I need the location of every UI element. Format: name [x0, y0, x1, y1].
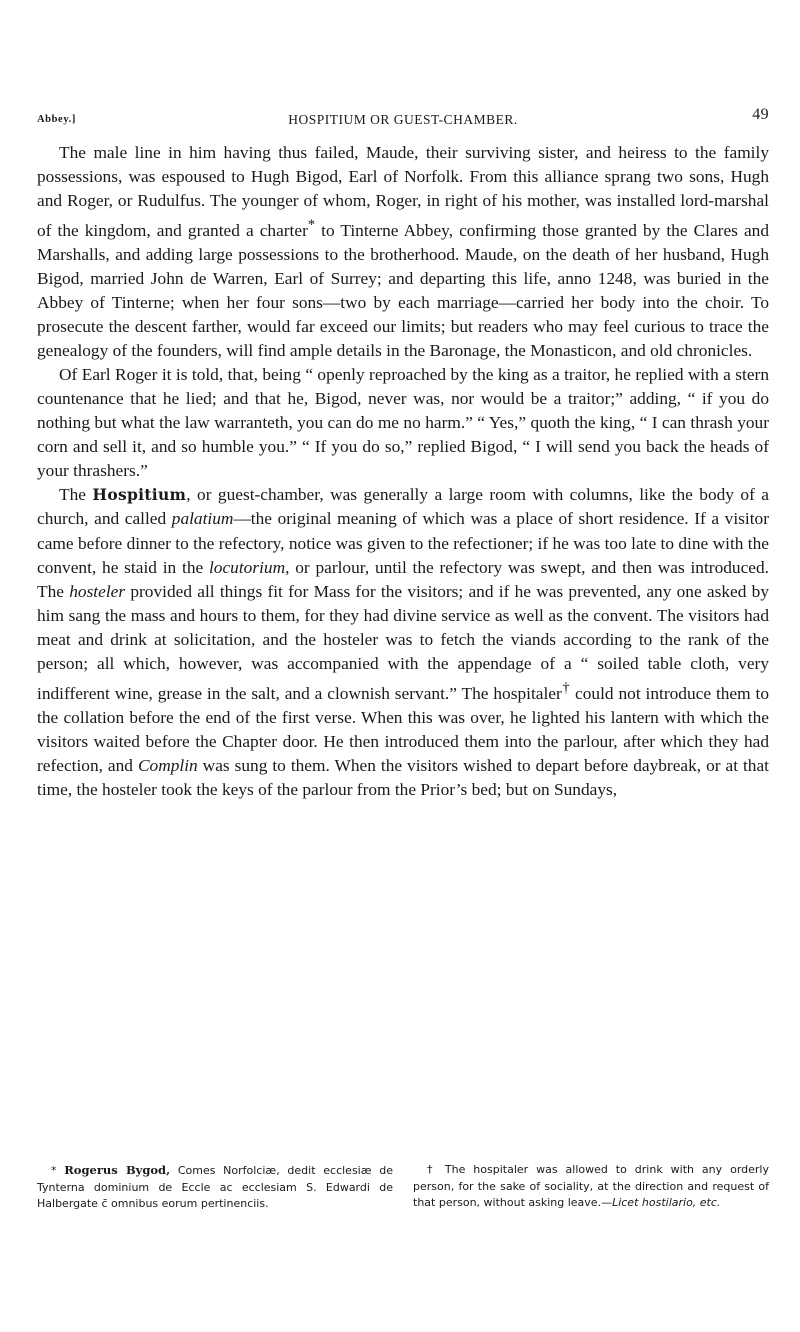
p3-c: , or parlour, until the refectory was swept, and then was introduced. The: [37, 557, 769, 601]
footnote-star-mark: *: [51, 1164, 65, 1177]
p3-d: provided all things fit for Mass for the visitors; and if he was prevented, any one asked by him sang the mass and hours to them, for they had divine service as well as the convent. The visitors had meat and drink at solicitation, and the hosteler was to fetch the viands according to the rank of the person; all which, however, was accompanied with the appendage of a “ soiled table cloth, very indifferent wine, grease in the salt, and a clownish servant.” The hospitaler: [37, 581, 769, 703]
paragraph-2: [37, 363, 769, 483]
p3-a: , or guest-chamber, was generally a large room with columns, like the body of a church, and called: [37, 485, 769, 529]
paragraph-1: [37, 141, 769, 363]
footnote-dagger-text: † The hospitaler was allowed to drink with any orderly person, for the sake of sociality, at the direction and request of that person, without asking leave.—: [413, 1163, 769, 1209]
palatium-term: palatium: [171, 509, 234, 529]
body-text: [37, 141, 769, 802]
p3-e: could not introduce them to the collation before the end of the first verse. When this was over, he lighted his lantern with which the visitors waited before the Chapter door. He then introduced them into the parlour, after which they had refection, and: [37, 683, 770, 775]
page-number: 49: [752, 106, 769, 123]
p1-text: The male line in him having thus failed, Maude, their surviving sister, and heiress to the family possessions, was espoused to Hugh Bigod, Earl of Norfolk. From this alliance sprang two sons, Hugh and Roger, or Rudulfus. The younger of whom, Roger, in right of his mother, was installed lord-marshal of the kingdom, and granted a charter: [37, 143, 769, 240]
footnote-ref-dagger: †: [561, 679, 571, 696]
footnote-ref-star: *: [307, 217, 316, 234]
p2-text: Of Earl Roger it is told, that, being “ openly reproached by the king as a traitor, he replied with a stern countenance that he lied; and that he, Bigod, never was, nor would be a traitor;” adding, “ if you do nothing but what the law warranteth, you can do me no harm.” “ Yes,” quoth the king, “ I can thrash your corn and sell it, and so humble you.” “ If you do so,” replied Bigod, “ I will send you back the heads of your thrashers.”: [37, 365, 769, 481]
paragraph-3: [37, 483, 769, 801]
running-head: [37, 106, 769, 132]
complin-term: Complin: [137, 755, 198, 775]
p3-f: was sung to them. When the visitors wished to depart before daybreak, or at that time, the hosteler took the keys of the parlour from the Prior’s bed; but on Sundays,: [37, 755, 769, 799]
footnote-star-text: Comes Norfolciæ, dedit ecclesiæ de Tynterna dominium de Eccle ac ecclesiam S. Edwardi de Halbergate c̄ omnibus eorum pertinenciis.: [37, 1164, 394, 1210]
footnote-dagger: [413, 1162, 769, 1213]
hospitium-blackletter: Hospitium: [92, 485, 187, 505]
footnote-blackletter: Rogerus Bygod,: [64, 1163, 171, 1177]
footnote-star: [37, 1162, 393, 1213]
running-head-title: HOSPITIUM OR GUEST-CHAMBER.: [288, 112, 518, 127]
p3-b: —the original meaning of which was a place of short residence. If a visitor came before dinner to the refectory, notice was given to the refectioner; if he was too late to dine with the convent, he staid in the: [37, 509, 769, 577]
locutorium-term: locutorium: [208, 557, 286, 577]
p1-tail: to Tinterne Abbey, confirming those granted by the Clares and Marshalls, and adding large possessions to the brotherhood. Maude, on the death of her husband, Hugh Bigod, married John de Warren, Earl of Surrey; and departing this life, anno 1248, was buried in the Abbey of Tinterne; when her four sons—two by each marriage—carried her body into the choir. To prosecute the descent farther, would far exceed our limits; but readers who may feel curious to trace the genealogy of the founders, will find ample details in the Baronage, the Monasticon, and old chronicles.: [37, 220, 769, 361]
footnotes: [37, 1162, 769, 1213]
footnote-dagger-latin: Licet hostilario, etc.: [612, 1196, 721, 1209]
hosteler-term: hosteler: [69, 581, 126, 601]
running-head-section: Abbey.]: [37, 114, 76, 125]
p3-prefix: The: [59, 485, 93, 505]
